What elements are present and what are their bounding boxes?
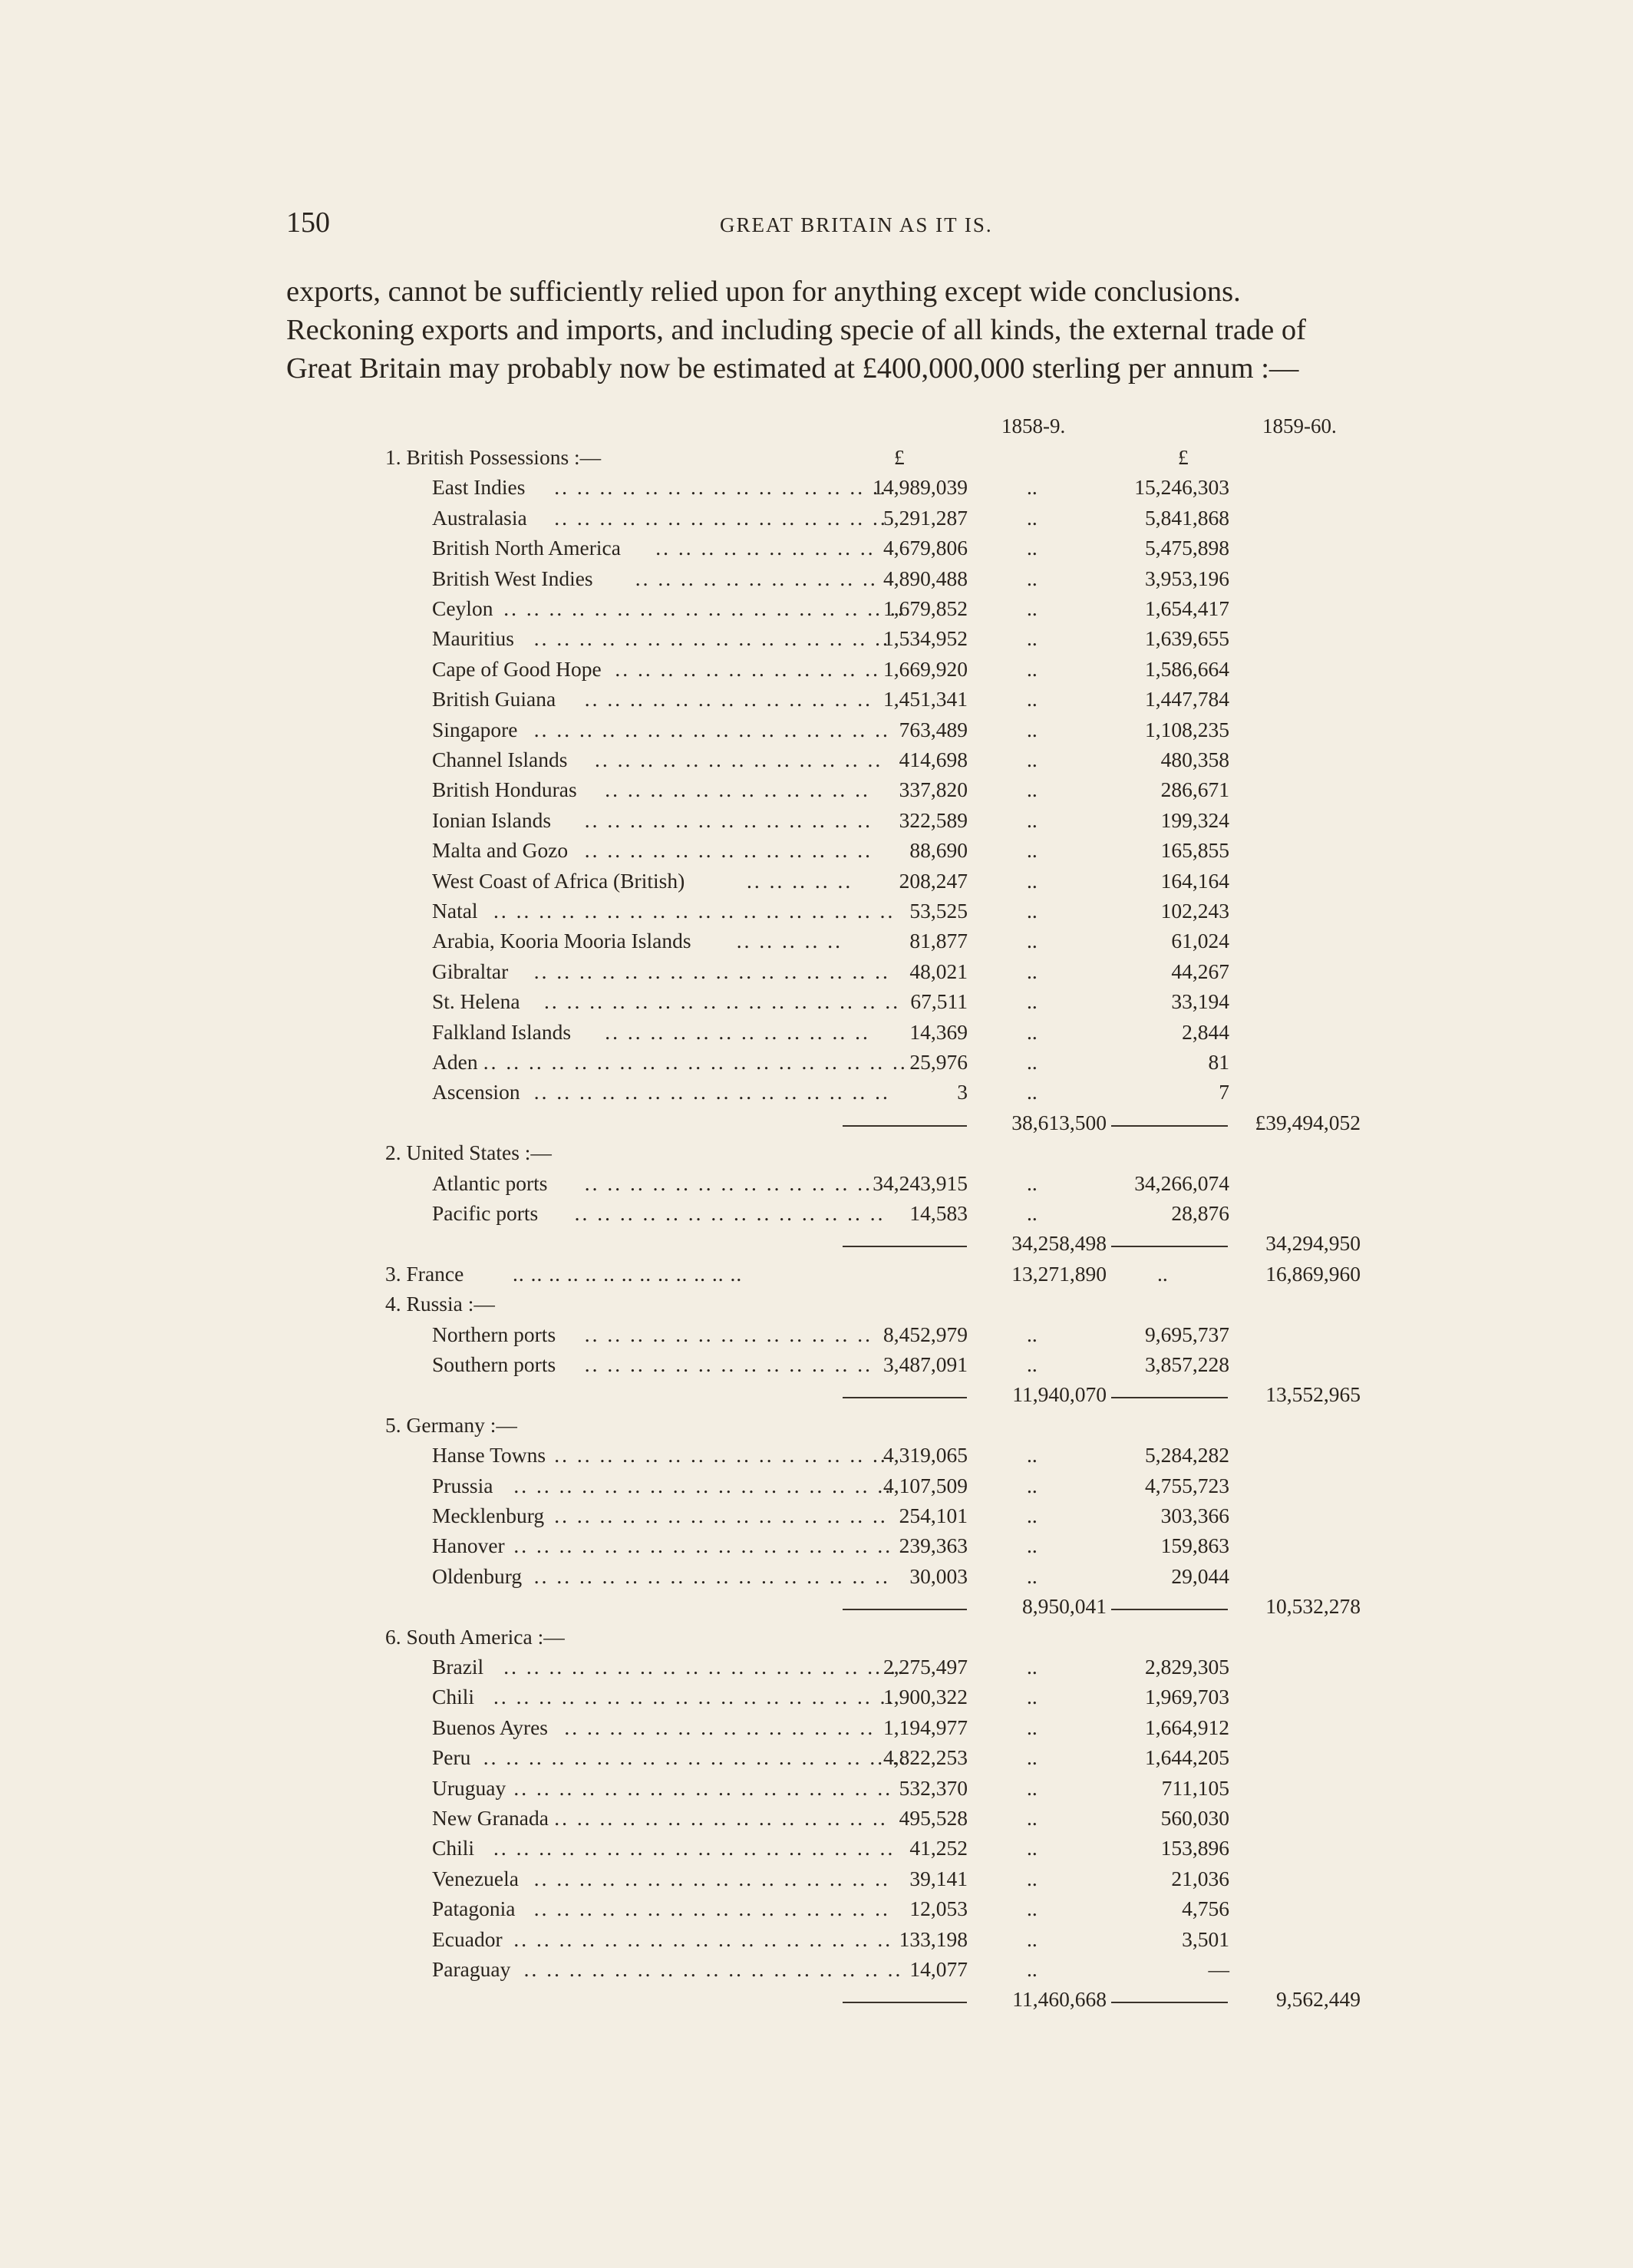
country-name: Chili <box>432 1836 475 1860</box>
value-1858-9: 5,291,287 <box>883 505 968 530</box>
table-row <box>0 1987 1633 2018</box>
table-row <box>0 475 1633 506</box>
country-name: Peru <box>432 1745 471 1770</box>
dot-leader: .. <box>1027 1322 1038 1346</box>
rule-line <box>843 1609 967 1610</box>
value-1859-60: 15,246,303 <box>1134 475 1229 500</box>
country-name: Natal <box>432 899 478 923</box>
dot-leader: .. <box>1027 989 1038 1014</box>
table-row <box>0 1594 1633 1625</box>
country-name: Singapore <box>432 717 518 741</box>
rule-line <box>1111 1125 1228 1127</box>
value-1859-60: 1,447,784 <box>1145 687 1229 711</box>
table-row <box>0 1413 1633 1444</box>
dot-leader: .. .. .. .. .. .. .. .. .. .. .. .. .. .. .. .. <box>533 1563 890 1588</box>
dot-leader: .. <box>1027 1201 1038 1225</box>
dot-leader: .. .. .. .. .. .. .. .. .. .. .. .. .. <box>584 807 873 832</box>
country-name: Uruguay <box>432 1775 506 1800</box>
country-name: Hanse Towns <box>432 1443 546 1467</box>
value-1859-60: 303,366 <box>1160 1504 1229 1527</box>
dot-leader: .. .. .. .. .. .. .. .. .. .. .. .. .. .. .. .. <box>533 1866 890 1890</box>
currency-symbol-2: £ <box>1178 445 1189 469</box>
rule-line <box>843 1246 967 1247</box>
dot-leader: .. <box>1027 1563 1038 1588</box>
value-1858-9: 2,275,497 <box>883 1655 968 1679</box>
value-1858-9: 254,101 <box>899 1504 968 1527</box>
dot-leader: .. .. .. .. .. .. .. .. .. .. .. .. .. .. .. .. .. <box>523 1957 903 1981</box>
value-1858-9: 14,369 <box>909 1019 968 1044</box>
value-1859-60: 153,896 <box>1160 1836 1229 1860</box>
subtotal-1858-9: 11,460,668 <box>1012 1987 1107 2012</box>
table-row <box>0 808 1633 839</box>
value-1858-9: 3 <box>957 1080 968 1104</box>
value-1858-9: 495,528 <box>899 1806 968 1830</box>
value-1858-9: 81,877 <box>909 929 968 953</box>
value-1858-9: 14,989,039 <box>873 475 968 500</box>
value-1858-9: 239,363 <box>899 1533 968 1558</box>
dot-leader: .. <box>1027 1080 1038 1104</box>
year-1858-9-heading: 1858-9. <box>1001 414 1066 437</box>
dot-leader: .. .. .. .. .. .. .. .. .. .. .. .. .. .. .. .. .. <box>513 1775 893 1800</box>
country-name: West Coast of Africa (British) <box>432 868 685 893</box>
value-1858-9: 322,589 <box>899 807 968 832</box>
subtotal-1858-9: 38,613,500 <box>1011 1110 1107 1134</box>
country-name: Hanover <box>432 1533 505 1558</box>
year-1859-60-heading: 1859-60. <box>1262 414 1337 437</box>
value-1859-60: 1,586,664 <box>1145 656 1229 681</box>
dot-leader: .. .. .. .. .. .. .. .. .. .. .. .. .. .. .. .. .. .. <box>493 899 896 923</box>
total-1858-9: 13,271,890 <box>1011 1261 1107 1286</box>
country-name: Arabia, Kooria Mooria Islands <box>432 929 691 953</box>
value-1858-9: 39,141 <box>909 1866 968 1890</box>
table-row <box>0 1927 1633 1958</box>
dot-leader: .. .. .. .. .. .. .. .. .. .. .. .. .. .. .. .. <box>533 1080 890 1104</box>
country-name: Australasia <box>432 505 527 530</box>
country-name: Ceylon <box>432 596 493 620</box>
subtotal-1859-60: 13,552,965 <box>1265 1382 1361 1407</box>
value-1859-60: 81 <box>1208 1050 1229 1074</box>
country-name: British Guiana <box>432 687 556 711</box>
dot-leader: .. .. .. .. .. <box>747 868 853 893</box>
dot-leader: .. .. .. .. .. .. .. .. .. .. .. .. .. .. .. .. <box>544 989 901 1014</box>
country-name: Prussia <box>432 1473 493 1497</box>
dot-leader: .. .. .. .. .. .. .. .. .. .. .. .. <box>605 1019 870 1044</box>
value-1859-60: 3,857,228 <box>1145 1352 1229 1376</box>
rule-line <box>1111 1397 1228 1398</box>
dot-leader: .. .. .. .. .. .. .. .. .. .. .. .. .. .. .. .. <box>533 626 890 651</box>
dot-leader: .. <box>1027 1352 1038 1376</box>
value-1858-9: 88,690 <box>909 838 968 863</box>
table-row <box>0 1020 1633 1051</box>
value-1858-9: 12,053 <box>909 1897 968 1921</box>
dot-leader: .. .. .. .. .. .. .. .. .. .. .. .. .. <box>584 1352 873 1376</box>
dot-leader: .. .. .. .. .. .. .. .. .. .. .. .. .. .. .. .. .. .. .. <box>483 1050 908 1074</box>
value-1859-60: — <box>1208 1957 1229 1981</box>
table-row <box>0 1141 1633 1171</box>
subtotal-1859-60: 34,294,950 <box>1265 1231 1361 1256</box>
value-1859-60: 3,501 <box>1182 1926 1229 1951</box>
table-row <box>0 869 1633 900</box>
table-row <box>0 1957 1633 1988</box>
dot-leader: .. <box>1027 838 1038 863</box>
country-name: British Honduras <box>432 777 577 802</box>
dot-leader: .. .. .. .. .. .. .. .. .. .. .. .. .. .. .. .. .. .. <box>493 1836 896 1860</box>
table-row <box>0 1352 1633 1383</box>
value-1858-9: 4,319,065 <box>883 1443 968 1467</box>
dot-leader: .. .. .. .. .. .. .. .. .. .. .. .. .. .. .. <box>554 505 888 530</box>
value-1859-60: 5,841,868 <box>1145 505 1229 530</box>
rule-line <box>843 1397 967 1398</box>
dot-leader: .. <box>1027 687 1038 711</box>
dot-leader: .. .. .. .. .. .. .. .. .. .. .. .. .. .. .. .. .. .. <box>503 1655 906 1679</box>
running-title: GREAT BRITAIN AS IT IS. <box>720 213 993 236</box>
value-1858-9: 48,021 <box>909 959 968 983</box>
value-1858-9: 4,822,253 <box>883 1745 968 1770</box>
value-1859-60: 159,863 <box>1160 1533 1229 1558</box>
dot-leader: .. <box>1027 748 1038 771</box>
dot-leader: .. <box>1027 1655 1038 1679</box>
value-1859-60: 1,644,205 <box>1145 1745 1229 1770</box>
dot-leader: .. .. .. .. .. .. .. .. .. .. .. .. <box>615 656 881 681</box>
value-1859-60: 7 <box>1219 1080 1229 1104</box>
country-name: Brazil <box>432 1655 484 1679</box>
table-row <box>0 1443 1633 1474</box>
subtotal-1858-9: 11,940,070 <box>1012 1382 1107 1407</box>
dot-leader: .. .. .. .. .. .. .. .. .. .. .. .. <box>605 777 870 802</box>
value-1859-60: 34,266,074 <box>1134 1170 1229 1195</box>
value-1858-9: 8,452,979 <box>883 1322 968 1346</box>
table-row <box>0 1776 1633 1807</box>
dot-leader: .. .. .. .. .. .. .. .. .. .. .. .. .. .. .. .. .. .. <box>503 596 906 620</box>
dot-leader: .. <box>1027 1685 1038 1709</box>
country-name: Chili <box>432 1685 475 1709</box>
value-1859-60: 199,324 <box>1160 807 1229 832</box>
table-row <box>0 1685 1633 1715</box>
currency-symbol-1: £ <box>894 445 905 469</box>
subtotal-1859-60: £39,494,052 <box>1255 1110 1361 1134</box>
value-1859-60: 286,671 <box>1160 777 1229 802</box>
dot-leader: .. <box>1027 1473 1038 1497</box>
dot-leader: .. .. .. .. .. .. .. .. .. .. .. .. .. .. .. .. .. .. <box>493 1685 896 1709</box>
dot-leader: .. .. .. .. .. .. .. .. .. .. .. .. .. <box>595 748 883 771</box>
value-1858-9: 1,669,920 <box>883 656 968 681</box>
table-row <box>0 596 1633 627</box>
dot-leader: .. <box>1027 1806 1038 1830</box>
country-name: Oldenburg <box>432 1563 523 1588</box>
table-row <box>0 1322 1633 1353</box>
table-row <box>0 1262 1633 1292</box>
table-row <box>0 1806 1633 1837</box>
table-row <box>0 687 1633 718</box>
value-1859-60: 1,108,235 <box>1145 717 1229 741</box>
dot-leader: .. .. .. .. .. .. .. .. .. .. .. .. .. .. .. <box>554 1443 888 1467</box>
rule-line <box>843 1125 967 1127</box>
table-row <box>0 1382 1633 1413</box>
table-row <box>0 748 1633 778</box>
table-row <box>0 1171 1633 1202</box>
value-1859-60: 9,695,737 <box>1145 1322 1229 1346</box>
dot-leader: .. .. .. .. .. <box>736 929 843 953</box>
table-row <box>0 929 1633 959</box>
dot-leader: .. <box>1027 1533 1038 1558</box>
country-name: Malta and Gozo <box>432 838 569 863</box>
value-1858-9: 14,583 <box>909 1201 968 1225</box>
rule-line <box>1111 1609 1228 1610</box>
dot-leader: .. <box>1027 1775 1038 1800</box>
value-1859-60: 21,036 <box>1171 1866 1229 1890</box>
table-row <box>0 1080 1633 1111</box>
table-row <box>0 1625 1633 1656</box>
table-row <box>0 626 1633 657</box>
table-row <box>0 1836 1633 1867</box>
country-name: Atlantic ports <box>432 1170 548 1195</box>
table-row <box>0 959 1633 990</box>
value-1859-60: 5,475,898 <box>1145 536 1229 560</box>
dot-leader: .. <box>1027 777 1038 802</box>
dot-leader: .. .. .. .. .. .. .. .. .. .. .. .. .. <box>584 1322 873 1346</box>
value-1858-9: 1,679,852 <box>883 596 968 620</box>
country-name: Mauritius <box>432 626 514 651</box>
table-row <box>0 1231 1633 1262</box>
table-row <box>0 1745 1633 1776</box>
value-1858-9: 3,487,091 <box>883 1352 968 1376</box>
dot-leader: .. <box>1027 1897 1038 1921</box>
table-row <box>0 1201 1633 1232</box>
dot-leader: .. <box>1027 536 1038 560</box>
value-1859-60: 5,284,282 <box>1145 1443 1229 1467</box>
value-1858-9: 414,698 <box>899 748 968 771</box>
dot-leader: .. .. .. .. .. .. .. .. .. .. .. .. .. .. .. .. <box>533 717 890 741</box>
value-1858-9: 1,451,341 <box>883 687 968 711</box>
subtotal-1858-9: 8,950,041 <box>1022 1594 1107 1619</box>
table-row <box>0 718 1633 748</box>
dot-leader: .. .. .. .. .. .. .. .. .. .. .. .. .. .. .. .. .. <box>513 1473 893 1497</box>
country-name: Cape of Good Hope <box>432 656 602 681</box>
value-1859-60: 33,194 <box>1171 989 1229 1014</box>
dot-leader: .. <box>1027 1504 1038 1527</box>
value-1858-9: 133,198 <box>899 1926 968 1951</box>
value-1858-9: 1,194,977 <box>883 1715 968 1739</box>
value-1859-60: 1,969,703 <box>1145 1685 1229 1709</box>
value-1858-9: 337,820 <box>899 777 968 802</box>
value-1859-60: 164,164 <box>1160 868 1229 893</box>
value-1859-60: 165,855 <box>1160 838 1229 863</box>
dot-leader: .. <box>1027 899 1038 923</box>
value-1858-9: 1,900,322 <box>883 1685 968 1709</box>
country-name: East Indies <box>432 475 526 500</box>
dot-leader: .. <box>1027 1866 1038 1890</box>
value-1858-9: 763,489 <box>899 717 968 741</box>
value-1858-9: 25,976 <box>909 1050 968 1074</box>
country-name: Buenos Ayres <box>432 1715 549 1739</box>
dot-leader: .. .. .. .. .. .. .. .. .. .. .. .. .. .. <box>574 1201 886 1225</box>
country-name: Falkland Islands <box>432 1019 572 1044</box>
dot-leader: .. .. .. .. .. .. .. .. .. .. .. .. .. .. .. <box>554 1504 888 1527</box>
dot-leader: .. <box>1027 626 1038 651</box>
dot-leader: .. <box>1027 656 1038 681</box>
value-1858-9: 34,243,915 <box>873 1170 968 1195</box>
dot-leader: .. <box>1027 475 1038 500</box>
dot-leader: .. .. .. .. .. .. .. .. .. .. .. .. .. .. .. .. .. <box>513 1926 893 1951</box>
table-row <box>0 899 1633 929</box>
dot-leader: .. .. .. .. .. .. .. .. .. .. <box>655 536 876 560</box>
dot-leader: .. <box>1027 1170 1038 1195</box>
value-1858-9: 4,679,806 <box>883 536 968 560</box>
page-number: 150 <box>286 206 330 239</box>
value-1859-60: 711,105 <box>1161 1775 1229 1800</box>
dot-leader: .. .. .. .. .. .. .. .. .. .. .. <box>635 566 878 590</box>
country-name: St. Helena <box>432 989 520 1014</box>
dot-leader: .. <box>1027 959 1038 983</box>
dot-leader: .. <box>1027 717 1038 741</box>
dot-leader: .. <box>1027 596 1038 620</box>
table-row <box>0 989 1633 1020</box>
dot-leader: .. <box>1027 1745 1038 1770</box>
table-row <box>0 1474 1633 1504</box>
table-row <box>0 1715 1633 1746</box>
country-name: Patagonia <box>432 1897 516 1921</box>
section-title: 3. France <box>385 1261 464 1286</box>
value-1859-60: 3,953,196 <box>1145 566 1229 590</box>
dot-leader: .. .. .. .. .. .. .. .. .. .. .. .. .. <box>584 838 873 863</box>
dot-leader: .. <box>1027 807 1038 832</box>
country-name: Gibraltar <box>432 959 509 983</box>
value-1859-60: 102,243 <box>1160 899 1229 923</box>
table-row <box>0 1504 1633 1534</box>
dot-leader: .. .. .. .. .. .. .. .. .. .. .. .. .. <box>584 687 873 711</box>
value-1859-60: 4,755,723 <box>1145 1473 1229 1497</box>
dot-leader: .. <box>1027 505 1038 530</box>
table-row <box>0 1050 1633 1081</box>
section-title: 6. South America :— <box>385 1624 565 1649</box>
dot-leader: .. .. .. .. .. .. .. .. .. .. .. .. .. .. .. <box>554 1806 888 1830</box>
value-1859-60: 1,639,655 <box>1145 626 1229 651</box>
dot-leader: .. .. .. .. .. .. .. .. .. .. .. .. .. .. .. .. <box>533 1897 890 1921</box>
table-row <box>0 1292 1633 1322</box>
value-1858-9: 1,534,952 <box>883 626 968 651</box>
dot-leader: .. <box>1027 1836 1038 1860</box>
value-1858-9: 53,525 <box>909 899 968 923</box>
country-name: British West Indies <box>432 566 593 590</box>
dot-leader: .. <box>1027 1957 1038 1981</box>
table-row <box>0 536 1633 566</box>
country-name: British North America <box>432 536 621 560</box>
country-name: Mecklenburg <box>432 1504 545 1527</box>
table-row <box>0 506 1633 536</box>
value-1858-9: 208,247 <box>899 868 968 893</box>
dot-leader: .. .. .. .. .. .. .. .. .. .. .. .. .. <box>513 1261 743 1286</box>
country-name: Venezuela <box>432 1866 519 1890</box>
dot-leader: .. .. .. .. .. .. .. .. .. .. .. .. .. .. .. .. .. .. .. <box>483 1745 908 1770</box>
dot-leader: .. <box>1027 566 1038 590</box>
rule-line <box>1111 1246 1228 1247</box>
rule-line <box>843 2002 967 2003</box>
value-1859-60: 1,654,417 <box>1145 596 1229 620</box>
section-title: 1. British Possessions :— <box>385 445 602 469</box>
value-1858-9: 14,077 <box>909 1957 968 1981</box>
value-1859-60: 480,358 <box>1160 748 1229 771</box>
dot-leader: .. <box>1027 1715 1038 1739</box>
value-1859-60: 29,044 <box>1171 1563 1229 1588</box>
country-name: Northern ports <box>432 1322 556 1346</box>
total-1859-60: 16,869,960 <box>1265 1261 1361 1286</box>
table-row <box>0 777 1633 808</box>
country-name: New Granada <box>432 1806 549 1830</box>
subtotal-1858-9: 34,258,498 <box>1011 1231 1107 1256</box>
country-name: Paraguay <box>432 1957 511 1981</box>
value-1858-9: 41,252 <box>909 1836 968 1860</box>
country-name: Southern ports <box>432 1352 556 1376</box>
rule-line <box>1111 2002 1228 2003</box>
value-1859-60: 2,829,305 <box>1145 1655 1229 1679</box>
dot-leader: .. <box>1027 929 1038 953</box>
dot-leader: .. <box>1027 868 1038 893</box>
subtotal-1859-60: 9,562,449 <box>1276 1987 1361 2012</box>
intro-line-1: exports, cannot be sufficiently relied upon for anything except wide conclusions. <box>286 276 1241 308</box>
table-row <box>0 1897 1633 1927</box>
country-name: Pacific ports <box>432 1201 539 1225</box>
table-row <box>0 1867 1633 1897</box>
value-1859-60: 560,030 <box>1160 1806 1229 1830</box>
value-1859-60: 4,756 <box>1182 1897 1229 1921</box>
country-name: Ascension <box>432 1080 520 1104</box>
table-row <box>0 445 1633 476</box>
dot-leader: .. <box>1027 1926 1038 1951</box>
dot-leader: .. <box>1027 1019 1038 1044</box>
value-1858-9: 4,890,488 <box>883 566 968 590</box>
country-name: Channel Islands <box>432 748 568 771</box>
table-row <box>0 1655 1633 1685</box>
dot-leader: .. <box>1027 1050 1038 1074</box>
country-name: Ionian Islands <box>432 807 552 832</box>
subtotal-1859-60: 10,532,278 <box>1265 1594 1361 1619</box>
value-1858-9: 4,107,509 <box>883 1473 968 1497</box>
table-row <box>0 657 1633 688</box>
dot-leader: .. <box>1027 1443 1038 1467</box>
table-row <box>0 1111 1633 1141</box>
intro-line-3: Great Britain may probably now be estimated at £400,000,000 sterling per annum :— <box>286 352 1299 385</box>
intro-line-2: Reckoning exports and imports, and including specie of all kinds, the external trade of <box>286 314 1306 346</box>
dot-leader: .. <box>1157 1261 1168 1286</box>
value-1859-60: 44,267 <box>1171 959 1229 983</box>
value-1859-60: 2,844 <box>1182 1019 1229 1044</box>
dot-leader: .. .. .. .. .. .. .. .. .. .. .. .. .. <box>584 1170 873 1195</box>
table-row <box>0 1564 1633 1595</box>
value-1859-60: 1,664,912 <box>1145 1715 1229 1739</box>
dot-leader: .. .. .. .. .. .. .. .. .. .. .. .. .. .. .. <box>554 475 888 500</box>
value-1859-60: 61,024 <box>1171 929 1229 953</box>
country-name: Ecuador <box>432 1926 503 1951</box>
dot-leader: .. .. .. .. .. .. .. .. .. .. .. .. .. .. .. .. <box>533 959 890 983</box>
section-title: 4. Russia :— <box>385 1292 495 1316</box>
value-1858-9: 532,370 <box>899 1775 968 1800</box>
dot-leader: .. .. .. .. .. .. .. .. .. .. .. .. .. .. .. .. .. <box>513 1533 893 1558</box>
section-title: 5. Germany :— <box>385 1412 517 1437</box>
table-row <box>0 566 1633 597</box>
table-row <box>0 1533 1633 1564</box>
dot-leader: .. .. .. .. .. .. .. .. .. .. .. .. .. .. <box>564 1715 876 1739</box>
table-row <box>0 838 1633 869</box>
value-1858-9: 30,003 <box>909 1563 968 1588</box>
country-name: Aden <box>432 1050 478 1074</box>
section-title: 2. United States :— <box>385 1141 552 1165</box>
value-1858-9: 67,511 <box>910 989 968 1014</box>
value-1859-60: 28,876 <box>1171 1201 1229 1225</box>
